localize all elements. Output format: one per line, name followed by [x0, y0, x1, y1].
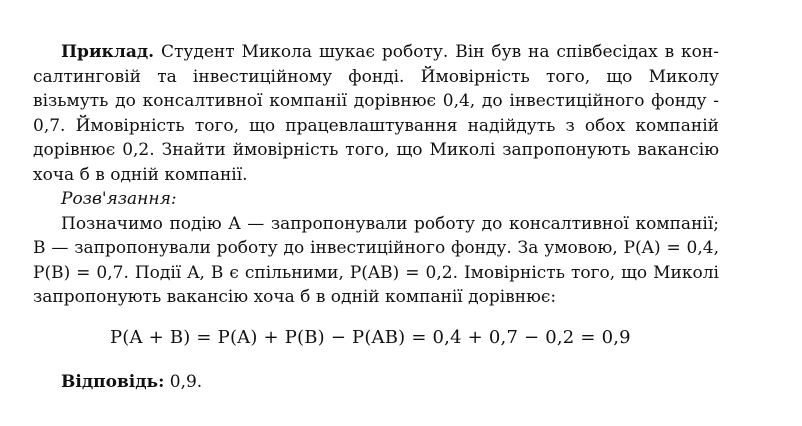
example-text: Студент Микола шукає роботу. Він був на співбесідах в консалтинговій та інвестиційному фонді. Ймовірність того, що Миколу візьмуть до консалтивної компанії дорівнює 0,4, до інвестиційного фонду - 0,7. Ймовірність того, що працевлаштування надійдуть з обох компаній дорівнює 0,2. Знайти ймовірність того, що Миколі запропонують вакансію хоча б в одній компанії. — [33, 42, 719, 185]
answer-value: 0,9. — [169, 372, 203, 392]
probability-formula: P(A + B) = P(A) + P(B) − P(AB) = 0,4 + 0,7 − 0,2 = 0,9 — [110, 327, 631, 348]
example-paragraph — [33, 40, 719, 187]
solution-paragraph: Позначимо подію A — запропонували роботу до консалтивної компанії; B — запропонували роботу до інвестиційного фонду. За умовою, P(A) = 0,4, P(B) = 0,7. Події A, B є спільними, P(AB) = 0,2. Імовірність того, що Миколі запропонують вакансію хоча б в одній компанії дорівнює: — [33, 213, 719, 307]
example-label: Приклад. — [61, 42, 155, 62]
document-body — [33, 40, 719, 310]
answer-line — [61, 372, 202, 392]
solution-label: Розв'язання: — [61, 189, 177, 209]
answer-label: Відповідь: — [61, 372, 165, 392]
